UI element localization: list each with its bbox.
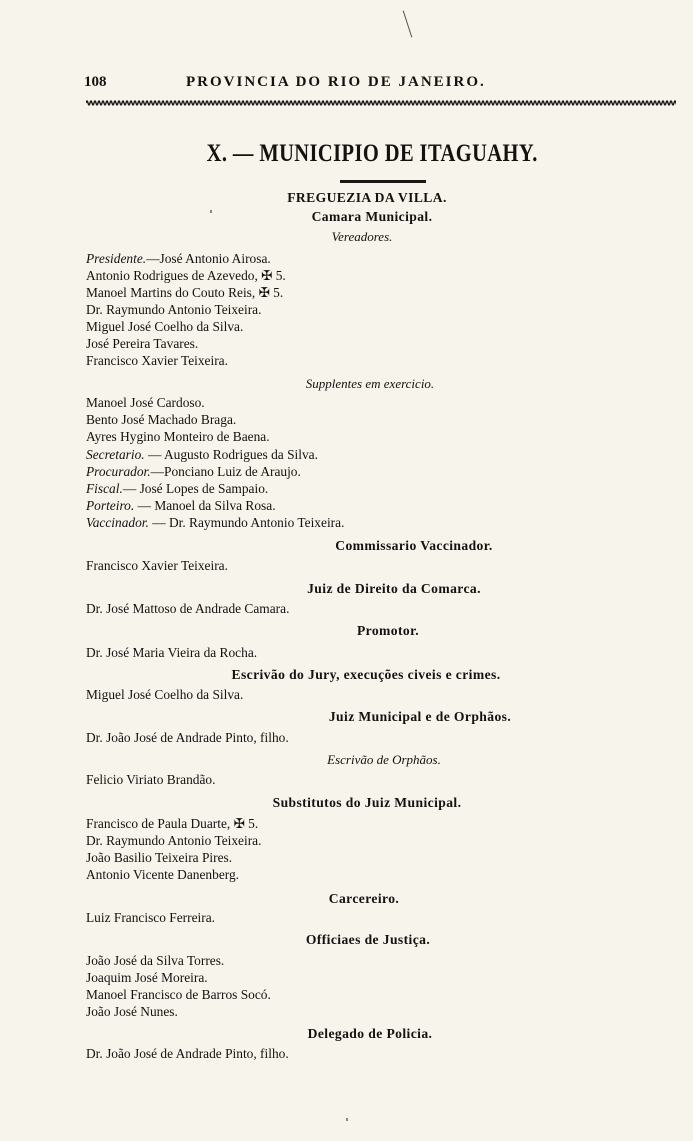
entry-text: Miguel José Coelho da Silva. <box>86 319 244 334</box>
entry-text: Francisco Xavier Teixeira. <box>86 353 228 368</box>
entry-line <box>86 601 289 617</box>
title-divider <box>340 180 426 183</box>
entry-line <box>86 850 232 866</box>
entry-line <box>86 319 243 335</box>
entry-line <box>86 464 301 480</box>
entry-text: Francisco Xavier Teixeira. <box>86 558 228 573</box>
entry-line <box>86 447 318 463</box>
section-heading: Officiaes de Justiça. <box>305 932 431 947</box>
entry-line <box>86 268 286 284</box>
section-heading: FREGUEZIA DA VILLA. <box>287 190 447 205</box>
section-heading: Promotor. <box>356 623 420 638</box>
entry-text: Bento José Machado Braga. <box>86 412 237 427</box>
entry-line <box>86 987 271 1003</box>
entry-text: Manoel José Cardoso. <box>86 395 205 410</box>
entry-line <box>86 302 261 318</box>
entry-text: Antonio Rodrigues de Azevedo, ✠ 5. <box>86 268 286 283</box>
entry-text: João José da Silva Torres. <box>86 953 225 968</box>
entry-text: João Basilio Teixeira Pires. <box>86 850 233 865</box>
entry-text: Francisco de Paula Duarte, ✠ 5. <box>86 816 259 831</box>
subsection-heading: Supplentes em exercicio. <box>305 376 435 391</box>
stray-mark <box>403 11 413 38</box>
entry-text: José Pereira Tavares. <box>86 336 199 351</box>
section-heading: Delegado de Policia. <box>307 1026 433 1041</box>
entry-line <box>86 285 283 301</box>
entry-line <box>86 645 257 661</box>
entry-text: Ayres Hygino Monteiro de Baena. <box>86 429 270 444</box>
entry-text: João José Nunes. <box>86 1004 178 1019</box>
entry-line <box>86 910 215 926</box>
entry-text: Manoel Francisco de Barros Socó. <box>86 987 271 1002</box>
entry-line <box>86 833 261 849</box>
entry-line <box>86 429 270 445</box>
entry-line <box>86 353 228 369</box>
entry-line <box>86 687 243 703</box>
role-label: Vaccinador. <box>86 515 149 530</box>
entry-text: Dr. João José de Andrade Pinto, filho. <box>86 730 289 745</box>
entry-line <box>86 867 239 883</box>
subsection-heading: Vereadores. <box>331 229 393 244</box>
section-heading: Substitutos do Juiz Municipal. <box>272 795 462 810</box>
stray-mark <box>210 210 212 213</box>
entry-line <box>86 251 271 267</box>
role-label: Procurador. <box>86 464 151 479</box>
entry-line <box>86 772 215 788</box>
entry-line <box>86 336 198 352</box>
entry-line <box>86 953 224 969</box>
entry-text: Manoel Martins do Couto Reis, ✠ 5. <box>86 285 284 300</box>
entry-text: Dr. José Mattoso de Andrade Camara. <box>86 601 290 616</box>
entry-text: Joaquim José Moreira. <box>86 970 208 985</box>
role-label: Porteiro. <box>86 498 135 513</box>
section-heading: Commissario Vaccinador. <box>335 538 493 553</box>
entry-text: Dr. João José de Andrade Pinto, filho. <box>86 1046 289 1061</box>
entry-text: Dr. Raymundo Antonio Teixeira. <box>86 833 262 848</box>
stray-mark <box>346 1118 348 1121</box>
entry-text: — Augusto Rodrigues da Silva. <box>144 447 318 462</box>
decorative-wavy-rule <box>86 98 676 108</box>
section-heading: Camara Municipal. <box>311 209 433 224</box>
entry-line <box>86 498 276 514</box>
entry-line <box>86 395 205 411</box>
entry-text: — Manoel da Silva Rosa. <box>134 498 276 513</box>
entry-text: —Ponciano Luiz de Araujo. <box>150 464 301 479</box>
entry-text: Antonio Vicente Danenberg. <box>86 867 240 882</box>
entry-text: Dr. Raymundo Antonio Teixeira. <box>86 302 262 317</box>
entry-line <box>86 1004 178 1020</box>
municipality-title: X. — MUNICIPIO DE ITAGUAHY. <box>206 140 538 167</box>
entry-line <box>86 816 258 832</box>
section-heading: Juiz de Direito da Comarca. <box>307 581 481 596</box>
running-title: PROVINCIA DO RIO DE JANEIRO. <box>186 74 486 90</box>
entry-line <box>86 730 289 746</box>
role-label: Fiscal. <box>86 481 123 496</box>
entry-text: — Dr. Raymundo Antonio Teixeira. <box>148 515 345 530</box>
role-label: Secretario. <box>86 447 145 462</box>
page-number: 108 <box>84 74 107 90</box>
section-heading: Juiz Municipal e de Orphãos. <box>328 709 512 724</box>
entry-text: Miguel José Coelho da Silva. <box>86 687 244 702</box>
entry-line <box>86 515 344 531</box>
entry-line <box>86 970 208 986</box>
section-heading: Escrivão do Jury, execuções civeis e crimes. <box>231 667 501 682</box>
entry-line <box>86 412 236 428</box>
entry-line <box>86 1046 289 1062</box>
entry-text: Felicio Viriato Brandão. <box>86 772 216 787</box>
entry-line <box>86 481 268 497</box>
section-heading: Carcereiro. <box>328 891 400 906</box>
entry-text: —José Antonio Airosa. <box>146 251 271 266</box>
role-label: Presidente. <box>86 251 147 266</box>
subsection-heading: Escrivão de Orphãos. <box>327 752 441 767</box>
entry-text: Dr. José Maria Vieira da Rocha. <box>86 645 258 660</box>
entry-text: — José Lopes de Sampaio. <box>122 481 269 496</box>
entry-line <box>86 558 228 574</box>
entry-text: Luiz Francisco Ferreira. <box>86 910 216 925</box>
